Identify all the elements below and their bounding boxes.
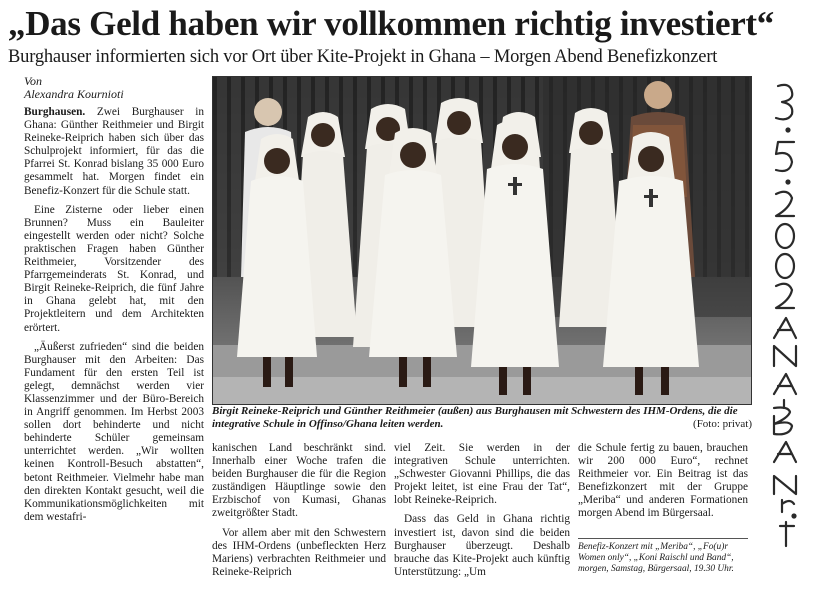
photo-illustration <box>213 77 751 404</box>
lead-text: Zwei Burghauser in Ghana: Günther Reithmeier und Birgit Reineke-Reiprich haben sich über das Schulprojekt informiert, für das die Pfarrei St. Konrad bislang 35 000 Euro gesammelt hat. Morgen findet ein Benefiz-Konzert für die Schule statt. <box>24 106 204 197</box>
byline-prefix: Von <box>24 74 42 88</box>
byline <box>24 75 204 101</box>
paragraph-lead <box>24 106 204 198</box>
paragraph-8: die Schule fertig zu bauen, brauchen wir 200 000 Euro“, rechnet Reithmeier vor. Ein Beitrag ist das Benefizkonzert mit der Gruppe „Meriba“ und anderen Formationen morgen Abend im Bürgersaal. <box>578 442 748 520</box>
paragraph-4: kanischen Land beschränkt sind. Innerhalb einer Woche trafen die beiden Burghauser die für die Region zuständigen Häuptlinge sowie den Erzbischof von Kumasi, Ghanas zweitgrößter Stadt. <box>212 442 386 520</box>
photo-credit: (Foto: privat) <box>693 417 752 430</box>
paragraph-5: Vor allem aber mit den Schwestern des IHM-Ordens (unbefleckten Herz Mariens) verbrachten Reithmeier und Reineke-Reiprich <box>212 526 386 578</box>
column-2 <box>212 442 386 585</box>
photo-caption <box>212 405 752 430</box>
handwriting-signature <box>760 80 820 550</box>
paragraph-3: „Äußerst zufrieden“ sind die beiden Burghauser mit den Arbeiten: Das Fundament für den ersten Teil ist gelegt, demnächst werden vier Klassenzimmer und der Büro-Bereich in Angriff genommen. Im Herbst 2003 sollen dort behinderte und nicht behinderte Schüler gemeinsam unterrichtet werden. „Wir wollten keinen Kontroll-Besuch abstatten“, betont Reithmeier. Vielmehr habe man den direkten Kontakt gesucht, weil die Kommunikationsmöglichkeiten mit dem westafri- <box>24 340 204 523</box>
caption-text: Birgit Reineke-Reiprich und Günther Reithmeier (außen) aus Burghausen mit Schwestern des IHM-Ordens, die die integrative Schule in Offinso/Ghana leiten werden. <box>212 405 738 430</box>
subheadline: Burghauser informierten sich vor Ort über Kite-Projekt in Ghana – Morgen Abend Benefizkonzert <box>8 47 718 67</box>
dateline: Burghausen. <box>24 106 86 118</box>
byline-author: Alexandra Kournioti <box>24 87 124 101</box>
handwritten-note <box>760 80 820 550</box>
group-photo <box>212 76 752 405</box>
column-1 <box>24 106 204 530</box>
column-4 <box>578 442 748 527</box>
column-3 <box>394 442 570 585</box>
paragraph-6: viel Zeit. Sie werden in der integrativen Schule unterrichten. „Schwester Giovanni Phillips, die das Projekt leitet, ist eine Frau der Tat“, lobt Reineke-Reiprich. <box>394 442 570 507</box>
concert-infobox: Benefiz-Konzert mit „Meriba“, „Fo(u)r Women only“, „Koni Raischl und Band“, morgen, Samstag, Bürgersaal, 19.30 Uhr. <box>578 538 748 575</box>
paragraph-7: Dass das Geld in Ghana richtig investiert ist, davon sind die beiden Burghauser überzeugt. Deshalb brauche das Kite-Projekt auch künftig Unterstützung: „Um <box>394 513 570 578</box>
paragraph-2: Eine Zisterne oder lieber einen Brunnen? Muss ein Bauleiter eingestellt werden oder nicht? Solche praktischen Fragen haben Günther Reithmeier, Vorsitzender des Pfarrgemeinderats St. Konrad, und Birgit Reineke-Reiprich, die fünf Jahre in Ghana gelebt hat, mit den Projektleitern und dem Architekten erörtert. <box>24 203 204 334</box>
headline: „Das Geld haben wir vollkommen richtig investiert“ <box>8 4 774 43</box>
